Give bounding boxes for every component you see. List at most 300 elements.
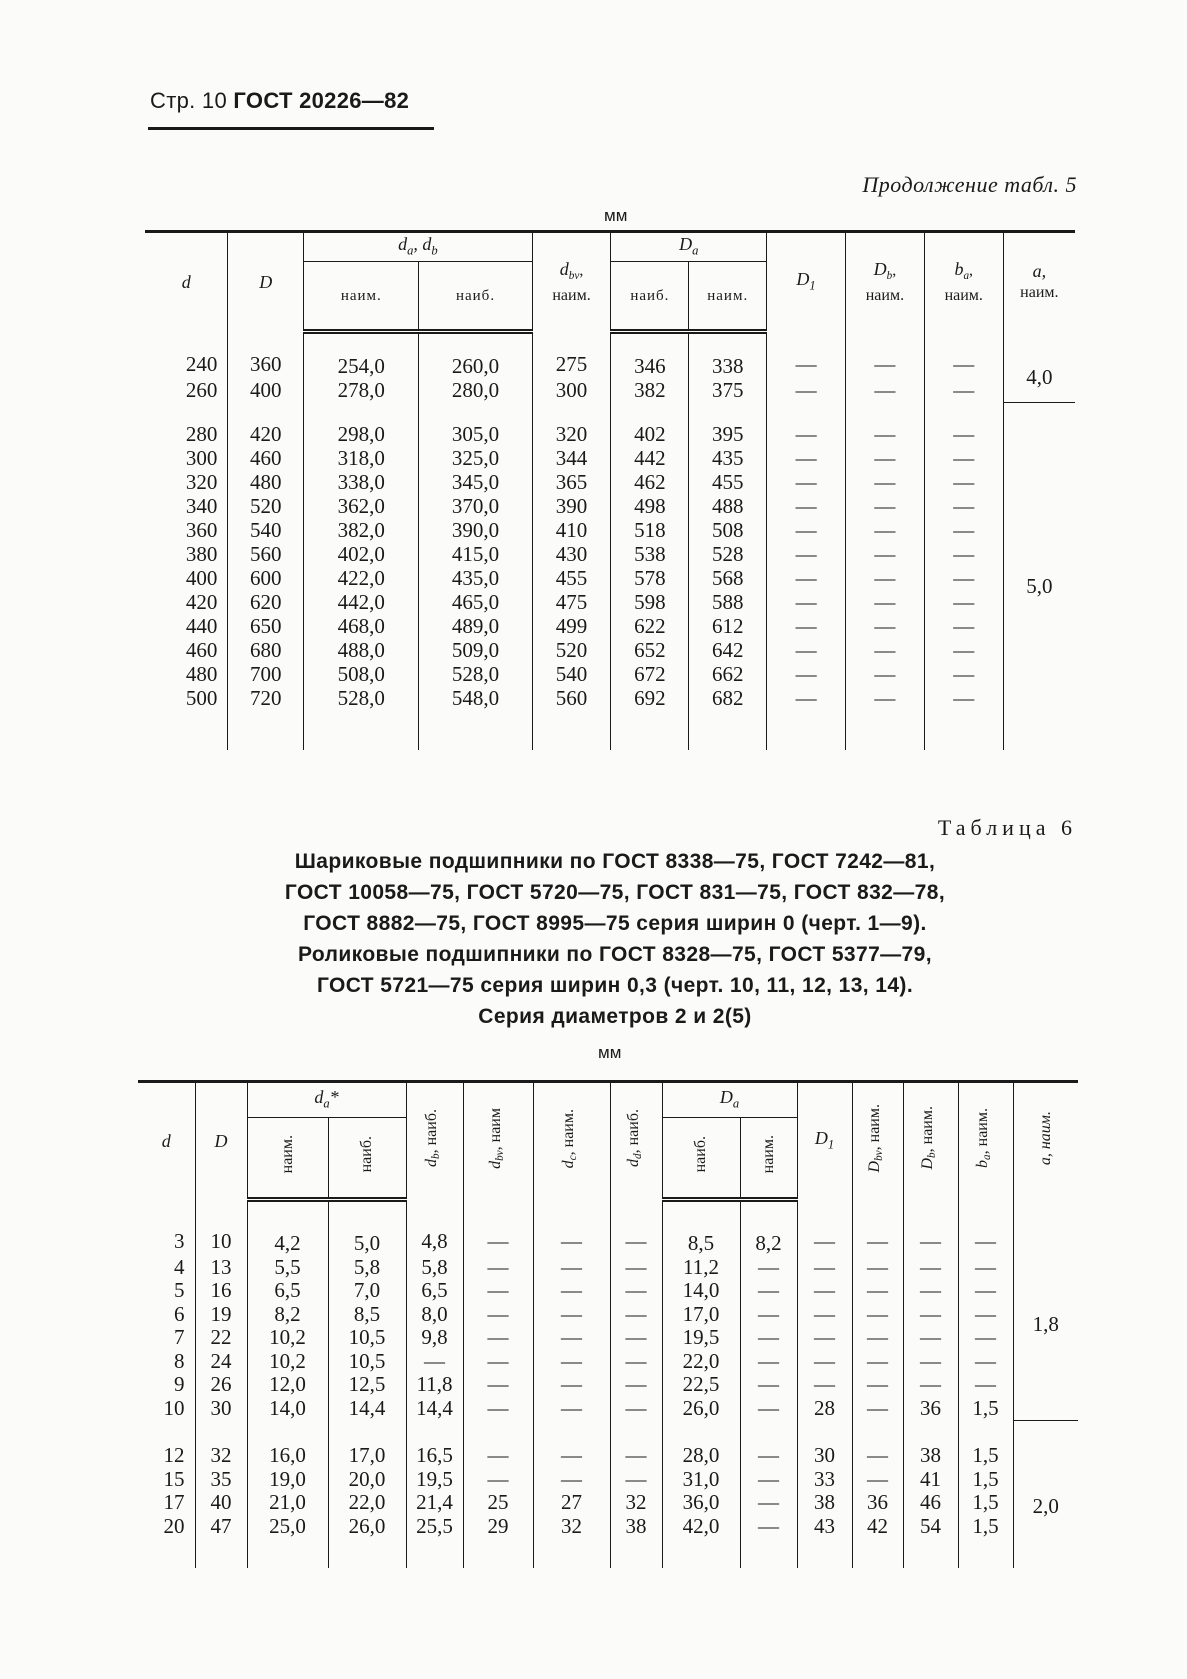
table6-cell-Da_max: 31,0: [662, 1468, 740, 1492]
table6-cell-da_min: 14,0: [247, 1397, 328, 1421]
table5-cell-d: 440: [185, 614, 218, 638]
table5-cell-D: 480: [228, 470, 304, 494]
t5-header-da-min: наим.: [304, 262, 419, 332]
table6-cell-Dbv: —: [852, 1373, 903, 1397]
table6-cell-dc: —: [533, 1279, 610, 1303]
table6-cell-dd: —: [610, 1303, 662, 1327]
table5-cell-Db: —: [845, 446, 924, 470]
table6-cell-Db: —: [903, 1303, 958, 1327]
table5-cell-ba: —: [924, 446, 1003, 470]
table5-cell-dbv: 560: [532, 686, 611, 750]
table5-cell-D: 680: [228, 638, 304, 662]
table6-cell-dc: —: [533, 1373, 610, 1397]
table6-cell-Da_min: —: [740, 1326, 797, 1350]
t5-header-Db: $D_b$, наим.: [845, 232, 924, 332]
t6-header-da-min: наим.: [247, 1118, 328, 1200]
table-row: [138, 1420, 1078, 1468]
t6-header-db: $d_b$, наиб.: [406, 1082, 463, 1200]
table6-cell-ba: 1,5: [958, 1397, 1013, 1421]
table6-cell-D1: —: [797, 1256, 852, 1280]
table5-cell-D1: —: [767, 614, 846, 638]
table5-cell-D: 460: [228, 446, 304, 470]
table5-cell-da_min: 528,0: [304, 686, 419, 750]
table6-cell-ba: —: [958, 1256, 1013, 1280]
table6-cell-ba: —: [958, 1326, 1013, 1350]
table6-cell-dbv: —: [463, 1373, 533, 1397]
table6-cell-Dbv: 42: [852, 1515, 903, 1569]
table6-cell-d: 9: [174, 1372, 185, 1396]
table6-cell-Da_max: 42,0: [662, 1515, 740, 1569]
table6-cell-Db: —: [903, 1256, 958, 1280]
table5-cell-dbv: 499: [532, 614, 611, 638]
table5-cell-d: 500: [185, 686, 218, 710]
table-row: [145, 470, 1075, 494]
table6-cell-dc: —: [533, 1303, 610, 1327]
table5-cell-da_max: 548,0: [419, 686, 532, 750]
table6-cell-da_min: 16,0: [247, 1420, 328, 1468]
table6-cell-d: 3: [174, 1228, 185, 1253]
table-row: [145, 542, 1075, 566]
table6-cell-Da_min: —: [740, 1256, 797, 1280]
table5-cell-Db: —: [845, 662, 924, 686]
table5-cell-d: 240: [185, 351, 218, 376]
table5-cell-Db: —: [845, 378, 924, 402]
table5-cell-ba: —: [924, 662, 1003, 686]
table6-cell-Dbv: —: [852, 1420, 903, 1468]
table5-cell-Db: —: [845, 402, 924, 446]
t6-body: [138, 1200, 1078, 1569]
table5-cell-Da_min: 662: [689, 662, 767, 686]
table5-cell-d: 360: [185, 518, 218, 542]
table5-cell-da_min: 508,0: [304, 662, 419, 686]
table-row: [145, 402, 1075, 446]
table6-cell-da_min: 5,5: [247, 1256, 328, 1280]
table6-cell-d: 5: [174, 1278, 185, 1302]
table5-cell-D: 560: [228, 542, 304, 566]
table5-cell-da_max: 509,0: [419, 638, 532, 662]
table5-cell-dbv: 455: [532, 566, 611, 590]
table5-cell-da_min: 422,0: [304, 566, 419, 590]
table6-cell-D: 13: [195, 1256, 247, 1280]
table5-cell-d: 340: [185, 494, 218, 518]
table5-cell-ba: —: [924, 638, 1003, 662]
t5-body: [145, 332, 1075, 751]
table6-cell-Da_min: 8,2: [740, 1200, 797, 1256]
table5-cell-Db: —: [845, 470, 924, 494]
table6-cell-dc: —: [533, 1350, 610, 1374]
t6-header-a: a, наим.: [1013, 1082, 1078, 1200]
table5-cell-D: 600: [228, 566, 304, 590]
table6-cell-da_max: 17,0: [328, 1420, 406, 1468]
table5-cell-D1: —: [767, 332, 846, 379]
t5-header-ba: $b_a$, наим.: [924, 232, 1003, 332]
table6-label: Таблица 6: [937, 815, 1077, 840]
table5-cell-da_min: 362,0: [304, 494, 419, 518]
table6-cell-Da_min: —: [740, 1468, 797, 1492]
table5-cell-Da_max: 672: [611, 662, 689, 686]
table6-cell-da_min: 10,2: [247, 1326, 328, 1350]
table6-cell-Dbv: 36: [852, 1491, 903, 1515]
table6-title-line: Роликовые подшипники по ГОСТ 8328—75, ГОСТ 5377—79,: [298, 943, 932, 966]
table6-cell-Dbv: —: [852, 1468, 903, 1492]
table6-cell-d: 4: [174, 1254, 185, 1279]
table5-cell-Db: —: [845, 590, 924, 614]
table6-cell-da_max: 8,5: [328, 1303, 406, 1327]
table-row: [138, 1515, 1078, 1569]
table5-cell-da_min: 318,0: [304, 446, 419, 470]
table6-cell-ba: —: [958, 1200, 1013, 1256]
table6-cell-Db: 41: [903, 1468, 958, 1492]
table-row: [138, 1397, 1078, 1421]
table6-cell-da_min: 25,0: [247, 1515, 328, 1569]
table5-cell-D1: —: [767, 542, 846, 566]
table6-cell-dc: —: [533, 1397, 610, 1421]
table5-cell-da_min: 278,0: [304, 378, 419, 402]
table5-cell-Da_max: 402: [611, 402, 689, 446]
table5-unit: мм: [604, 206, 628, 225]
table6-cell-db: 16,5: [406, 1420, 463, 1468]
table6-cell-Db: 46: [903, 1491, 958, 1515]
table5-cell-da_min: 298,0: [304, 402, 419, 446]
table6-cell-D1: 43: [797, 1515, 852, 1569]
table5-cell-Da_min: 682: [689, 686, 767, 750]
table6-cell-Da_min: —: [740, 1279, 797, 1303]
t6-header-Da-min: наим.: [740, 1118, 797, 1200]
table6-cell-D1: —: [797, 1373, 852, 1397]
table-row: [138, 1279, 1078, 1303]
table6-cell-D: 47: [195, 1515, 247, 1569]
table-row: [138, 1303, 1078, 1327]
table5-cell-da_min: 442,0: [304, 590, 419, 614]
table5-cell-da_max: 305,0: [419, 402, 532, 446]
table6-cell-Db: —: [903, 1350, 958, 1374]
table6-cell-D: 40: [195, 1491, 247, 1515]
table5-cell-D1: —: [767, 662, 846, 686]
table5-cell-dbv: 475: [532, 590, 611, 614]
table5-cell-D: 420: [228, 402, 304, 446]
table6-cell-da_max: 26,0: [328, 1515, 406, 1569]
table5-cell-d: 480: [185, 662, 218, 686]
table6-cell-db: 9,8: [406, 1326, 463, 1350]
table6-cell-Db: 38: [903, 1420, 958, 1468]
table5-cell-d: 320: [185, 470, 218, 494]
table-row: [145, 378, 1075, 402]
table6-cell-ba: 1,5: [958, 1420, 1013, 1468]
t6-header-d: d: [161, 1131, 171, 1152]
table5-cell-a: 5,0: [1003, 402, 1075, 750]
table6-cell-da_max: 7,0: [328, 1279, 406, 1303]
table6-cell-dbv: —: [463, 1397, 533, 1421]
table6-title-line: Серия диаметров 2 и 2(5): [478, 1005, 752, 1028]
table6-cell-Dbv: —: [852, 1279, 903, 1303]
table5-cell-dbv: 344: [532, 446, 611, 470]
table6-cell-ba: 1,5: [958, 1468, 1013, 1492]
table6: [138, 1080, 1078, 1568]
table6-cell-D: 30: [195, 1397, 247, 1421]
t6-header-da-max: наиб.: [328, 1118, 406, 1200]
table6-cell-dbv: —: [463, 1256, 533, 1280]
table5-cell-D: 650: [228, 614, 304, 638]
table6-cell-dc: —: [533, 1256, 610, 1280]
table-row: [138, 1468, 1078, 1492]
table5-cell-d: 300: [185, 446, 218, 470]
table5-cell-da_max: 489,0: [419, 614, 532, 638]
t6-header-Da: $D_a$: [662, 1082, 797, 1118]
table5-cell-Da_max: 442: [611, 446, 689, 470]
table-row: [145, 566, 1075, 590]
table5-cell-Db: —: [845, 614, 924, 638]
table6-cell-da_max: 5,0: [328, 1200, 406, 1256]
table6-cell-Db: —: [903, 1200, 958, 1256]
table6-cell-D: 10: [195, 1200, 247, 1256]
table-row: [138, 1373, 1078, 1397]
table6-cell-Da_min: —: [740, 1350, 797, 1374]
table5-cell-D: 520: [228, 494, 304, 518]
table5-cell-Da_max: 598: [611, 590, 689, 614]
table5-cell-ba: —: [924, 686, 1003, 750]
table-row: [145, 446, 1075, 470]
table6-cell-dd: 32: [610, 1491, 662, 1515]
table-row: [145, 638, 1075, 662]
table5-cell-Da_max: 692: [611, 686, 689, 750]
table6-cell-dbv: —: [463, 1468, 533, 1492]
table-row: [138, 1491, 1078, 1515]
table5-cell-Da_min: 612: [689, 614, 767, 638]
table6-cell-dbv: —: [463, 1350, 533, 1374]
table6-cell-db: 4,8: [406, 1200, 463, 1256]
table6-cell-Db: —: [903, 1373, 958, 1397]
table5-cell-da_min: 338,0: [304, 470, 419, 494]
table-row: [145, 494, 1075, 518]
table6-cell-Da_min: —: [740, 1420, 797, 1468]
table5-cell-ba: —: [924, 566, 1003, 590]
page-number: Стр. 10: [150, 88, 227, 113]
t5-header-a: a, наим.: [1003, 232, 1075, 332]
t5-header-d: d: [181, 272, 191, 293]
table5-cell-ba: —: [924, 494, 1003, 518]
table5-cell-ba: —: [924, 542, 1003, 566]
table6-cell-Da_max: 8,5: [662, 1200, 740, 1256]
table6-cell-Dbv: —: [852, 1200, 903, 1256]
table6-cell-Db: —: [903, 1279, 958, 1303]
table5-cell-dbv: 430: [532, 542, 611, 566]
t6-header-dd: $d_d$, наиб.: [610, 1082, 662, 1200]
table5-cell-d: 280: [185, 422, 218, 446]
table6-cell-Da_min: —: [740, 1303, 797, 1327]
table5-cell-Da_min: 375: [689, 378, 767, 402]
table5-cell-Da_min: 455: [689, 470, 767, 494]
table6-cell-da_max: 5,8: [328, 1256, 406, 1280]
table6-cell-Dbv: —: [852, 1397, 903, 1421]
table6-cell-D1: 30: [797, 1420, 852, 1468]
table5-cell-D1: —: [767, 470, 846, 494]
t5-header-D: D: [228, 232, 304, 332]
table6-cell-dc: —: [533, 1200, 610, 1256]
table6-cell-d: 7: [174, 1325, 185, 1349]
table6-cell-D1: —: [797, 1279, 852, 1303]
table5-cell-dbv: 390: [532, 494, 611, 518]
table6-cell-Da_max: 36,0: [662, 1491, 740, 1515]
table6-cell-dc: 32: [533, 1515, 610, 1569]
table6-cell-ba: —: [958, 1350, 1013, 1374]
table5-cell-Da_min: 588: [689, 590, 767, 614]
table-row: [145, 590, 1075, 614]
table6-cell-db: 25,5: [406, 1515, 463, 1569]
table5-cell-Da_max: 538: [611, 542, 689, 566]
table5-cell-D1: —: [767, 590, 846, 614]
table5-cell-ba: —: [924, 614, 1003, 638]
table6-cell-a: 1,8: [1013, 1200, 1078, 1421]
t6-header-da: $d_a*$: [247, 1082, 406, 1118]
table6-title: [200, 846, 1030, 1032]
table5-cell-D: 400: [228, 378, 304, 402]
table-row: [138, 1256, 1078, 1280]
table6-cell-dd: —: [610, 1468, 662, 1492]
table6-cell-dd: —: [610, 1200, 662, 1256]
table6-cell-d: 20: [163, 1513, 185, 1538]
table-row: [145, 686, 1075, 750]
table6-cell-D1: —: [797, 1303, 852, 1327]
table6-unit: мм: [598, 1043, 622, 1062]
table6-cell-a: 2,0: [1013, 1420, 1078, 1568]
table5-cell-Db: —: [845, 542, 924, 566]
table6-cell-db: 19,5: [406, 1468, 463, 1492]
table5-cell-D1: —: [767, 494, 846, 518]
table-row: [145, 518, 1075, 542]
table5-cell-Da_max: 498: [611, 494, 689, 518]
table5-cell-ba: —: [924, 470, 1003, 494]
table6-cell-dc: —: [533, 1468, 610, 1492]
table6-cell-ba: 1,5: [958, 1491, 1013, 1515]
t6-header-Dbv: $D_{bv}$, наим.: [852, 1082, 903, 1200]
table6-cell-da_min: 10,2: [247, 1350, 328, 1374]
table5-cell-Da_max: 462: [611, 470, 689, 494]
table5-cell-d: 400: [185, 566, 218, 590]
table6-cell-D: 32: [195, 1420, 247, 1468]
table5-cell-D1: —: [767, 638, 846, 662]
table6-title-line: ГОСТ 8882—75, ГОСТ 8995—75 серия ширин 0 (черт. 1—9).: [303, 912, 927, 935]
table6-cell-Db: 36: [903, 1397, 958, 1421]
t5-header-dbv: $d_{bv}$, наим.: [532, 232, 611, 332]
table6-cell-Dbv: —: [852, 1256, 903, 1280]
table6-cell-Da_max: 22,0: [662, 1350, 740, 1374]
table6-cell-d: 10: [163, 1395, 185, 1420]
table6-cell-D: 22: [195, 1326, 247, 1350]
table5-cell-Da_max: 578: [611, 566, 689, 590]
table6-cell-dbv: —: [463, 1420, 533, 1468]
table6-cell-dbv: —: [463, 1200, 533, 1256]
table6-cell-D1: 28: [797, 1397, 852, 1421]
table6-cell-dbv: 25: [463, 1491, 533, 1515]
table5-cell-d: 460: [185, 638, 218, 662]
table5-cell-da_max: 415,0: [419, 542, 532, 566]
table5-cell-Db: —: [845, 686, 924, 750]
table6-title-line: ГОСТ 5721—75 серия ширин 0,3 (черт. 10, 11, 12, 13, 14).: [316, 974, 914, 997]
table6-title-line: Шариковые подшипники по ГОСТ 8338—75, ГОСТ 7242—81,: [294, 850, 936, 873]
table5-cell-dbv: 275: [532, 332, 611, 379]
table5-cell-Da_min: 508: [689, 518, 767, 542]
table6-cell-Da_min: —: [740, 1491, 797, 1515]
table6-cell-da_min: 12,0: [247, 1373, 328, 1397]
table5-cell-D1: —: [767, 402, 846, 446]
table5-cell-D: 360: [228, 332, 304, 379]
table6-cell-D: 35: [195, 1468, 247, 1492]
table-row: [138, 1326, 1078, 1350]
table6-cell-dd: —: [610, 1279, 662, 1303]
table6-cell-Dbv: —: [852, 1303, 903, 1327]
table6-cell-D1: 33: [797, 1468, 852, 1492]
table-row: [138, 1350, 1078, 1374]
table6-cell-D: 16: [195, 1279, 247, 1303]
t6-header-dbv: $d_{bv}$, наим: [463, 1082, 533, 1200]
table6-cell-Db: 54: [903, 1515, 958, 1569]
table5-cell-da_max: 390,0: [419, 518, 532, 542]
table6-cell-dd: —: [610, 1350, 662, 1374]
table6-cell-dd: —: [610, 1397, 662, 1421]
table6-cell-da_max: 22,0: [328, 1491, 406, 1515]
table5-continuation-label: Продолжение табл. 5: [862, 172, 1077, 197]
table6-cell-d: 8: [174, 1348, 185, 1373]
table5-cell-Da_max: 622: [611, 614, 689, 638]
table6-cell-da_max: 14,4: [328, 1397, 406, 1421]
table6-cell-d: 15: [163, 1466, 185, 1491]
table6-cell-Da_max: 22,5: [662, 1373, 740, 1397]
table-row: [145, 614, 1075, 638]
t6-header-dc: $d_c$, наим.: [533, 1082, 610, 1200]
table-row: [145, 332, 1075, 379]
table6-cell-dc: —: [533, 1326, 610, 1350]
table5-cell-D: 720: [228, 686, 304, 750]
table5-cell-Db: —: [845, 638, 924, 662]
table5-cell-Da_min: 395: [689, 402, 767, 446]
table5-cell-da_max: 345,0: [419, 470, 532, 494]
table6-title-line: ГОСТ 10058—75, ГОСТ 5720—75, ГОСТ 831—75, ГОСТ 832—78,: [284, 881, 946, 904]
table5-cell-Da_min: 338: [689, 332, 767, 379]
header-rule: [148, 127, 434, 130]
table6-cell-da_min: 6,5: [247, 1279, 328, 1303]
table6-cell-dc: 27: [533, 1491, 610, 1515]
table6-cell-Da_max: 26,0: [662, 1397, 740, 1421]
table5-cell-d: 380: [185, 542, 218, 566]
table5-cell-Da_max: 382: [611, 378, 689, 402]
table5-cell-Da_min: 568: [689, 566, 767, 590]
table5-cell-da_max: 465,0: [419, 590, 532, 614]
table6-cell-D: 26: [195, 1373, 247, 1397]
table5-cell-ba: —: [924, 378, 1003, 402]
table6-cell-Da_max: 14,0: [662, 1279, 740, 1303]
table5-cell-dbv: 365: [532, 470, 611, 494]
table6-cell-Dbv: —: [852, 1350, 903, 1374]
table6-cell-db: 14,4: [406, 1397, 463, 1421]
table6-cell-Da_min: —: [740, 1397, 797, 1421]
table6-cell-ba: —: [958, 1279, 1013, 1303]
table6-cell-db: 21,4: [406, 1491, 463, 1515]
table5-cell-da_max: 325,0: [419, 446, 532, 470]
table6-cell-Db: —: [903, 1326, 958, 1350]
table6-cell-dbv: —: [463, 1326, 533, 1350]
table5-cell-d: 260: [185, 378, 218, 402]
table5-cell-D1: —: [767, 378, 846, 402]
t5-header-Da-min: наим.: [689, 262, 767, 332]
table5-cell-Da_min: 435: [689, 446, 767, 470]
t5-header-da-max: наиб.: [419, 262, 532, 332]
table6-cell-dd: —: [610, 1373, 662, 1397]
table5-cell-Db: —: [845, 494, 924, 518]
table5-cell-da_max: 528,0: [419, 662, 532, 686]
table6-cell-D: 19: [195, 1303, 247, 1327]
table6-cell-ba: 1,5: [958, 1515, 1013, 1569]
table5-cell-D1: —: [767, 566, 846, 590]
